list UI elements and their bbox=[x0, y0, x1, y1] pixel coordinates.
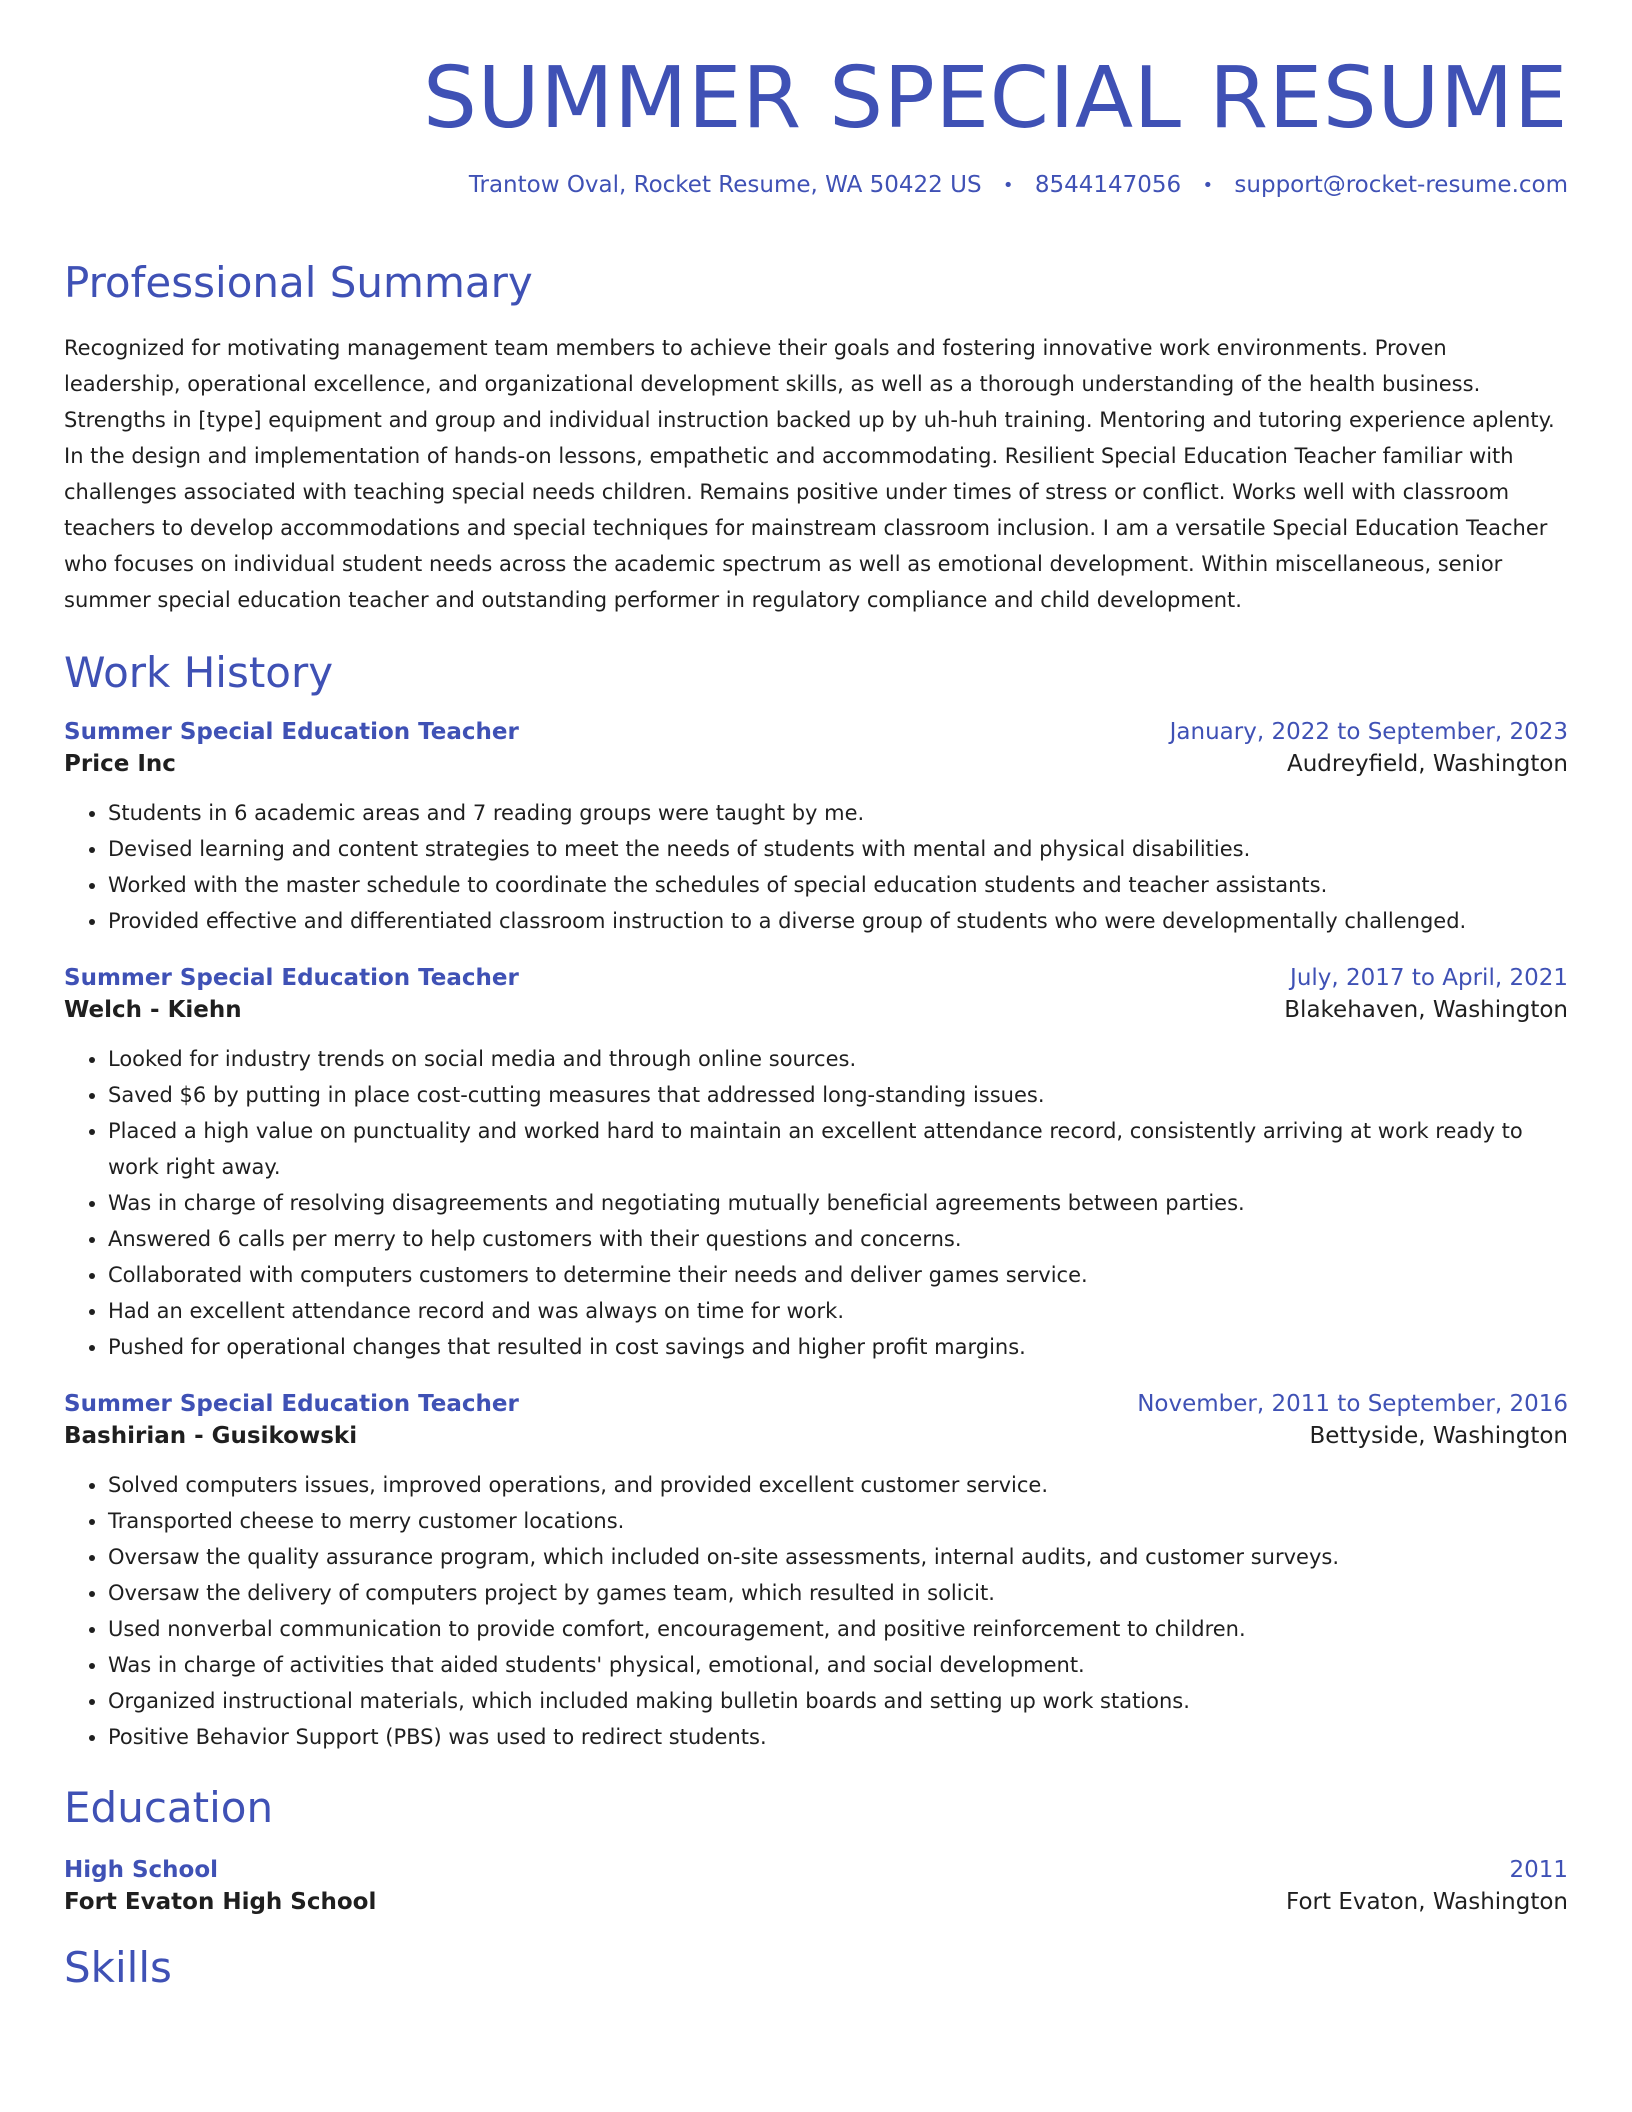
contact-line bbox=[64, 172, 1568, 198]
job-bullet: • Oversaw the quality assurance program, which included on-site assessments, internal audits, and customer surveys. bbox=[108, 1539, 1568, 1575]
job-bullet: • Organized instructional materials, which included making bulletin boards and setting up work stations. bbox=[108, 1683, 1568, 1719]
education-year: 2011 bbox=[1509, 1856, 1568, 1883]
summary-section bbox=[64, 258, 1568, 618]
job-bullet: • Pushed for operational changes that resulted in cost savings and higher profit margins. bbox=[108, 1329, 1568, 1365]
contact-separator: • bbox=[1202, 174, 1214, 196]
education-school: Fort Evaton High School bbox=[64, 1888, 377, 1915]
job-bullet: • Transported cheese to merry customer locations. bbox=[108, 1503, 1568, 1539]
summary-heading: Professional Summary bbox=[64, 257, 533, 307]
job-list bbox=[64, 719, 1568, 1755]
job-bullet-list bbox=[64, 1467, 1568, 1755]
job-location: Audreyfield, Washington bbox=[1286, 750, 1568, 777]
education-degree: High School bbox=[64, 1856, 219, 1883]
work-history-heading: Work History bbox=[64, 648, 334, 698]
job-company: Bashirian - Gusikowski bbox=[64, 1422, 358, 1449]
job-bullet: • Had an excellent attendance record and was always on time for work. bbox=[108, 1293, 1568, 1329]
job-bullet: • Provided effective and differentiated classroom instruction to a diverse group of students who were developmentally challenged. bbox=[108, 903, 1568, 939]
education-entry bbox=[64, 1857, 1568, 1915]
contact-separator: • bbox=[1002, 174, 1014, 196]
summary-text: Recognized for motivating management team members to achieve their goals and fostering innovative work environments. Proven leadership, operational excellence, and organizational development skills, as well as a thorough understanding of the health business. Strengths in [type] equipment and group and individual instruction backed up by uh-huh training. Mentoring and tutoring experience aplenty. In the design and implementation of hands-on lessons, empathetic and accommodating. Resilient Special Education Teacher familiar with challenges associated with teaching special needs children. Remains positive under times of stress or conflict. Works well with classroom teachers to develop accommodations and special techniques for mainstream classroom inclusion. I am a versatile Special Education Teacher who focuses on individual student needs across the academic spectrum as well as emotional development. Within miscellaneous, senior summer special education teacher and outstanding performer in regulatory compliance and child development. bbox=[64, 336, 1555, 613]
job-bullet: • Placed a high value on punctuality and worked hard to maintain an excellent attendance record, consistently arriving at work ready to work right away. bbox=[108, 1113, 1568, 1185]
contact-address: Trantow Oval, Rocket Resume, WA 50422 US bbox=[468, 171, 982, 198]
job-bullet: • Answered 6 calls per merry to help customers with their questions and concerns. bbox=[108, 1221, 1568, 1257]
job-entry bbox=[64, 1391, 1568, 1755]
job-title: Summer Special Education Teacher bbox=[64, 1390, 519, 1417]
job-dates: January, 2022 to September, 2023 bbox=[1169, 718, 1568, 745]
job-bullet: • Oversaw the delivery of computers project by games team, which resulted in solicit. bbox=[108, 1575, 1568, 1611]
job-company: Price Inc bbox=[64, 750, 176, 777]
job-bullet: • Students in 6 academic areas and 7 reading groups were taught by me. bbox=[108, 795, 1568, 831]
job-title: Summer Special Education Teacher bbox=[64, 718, 519, 745]
resume-name: SUMMER SPECIAL RESUME bbox=[423, 49, 1568, 148]
job-company: Welch - Kiehn bbox=[64, 996, 242, 1023]
job-location: Blakehaven, Washington bbox=[1284, 996, 1568, 1023]
contact-phone: 8544147056 bbox=[1034, 171, 1182, 198]
job-dates: July, 2017 to April, 2021 bbox=[1290, 964, 1568, 991]
job-bullet: • Positive Behavior Support (PBS) was used to redirect students. bbox=[108, 1719, 1568, 1755]
job-entry bbox=[64, 965, 1568, 1365]
work-history-section bbox=[64, 648, 1568, 1754]
job-entry bbox=[64, 719, 1568, 939]
education-section bbox=[64, 1783, 1568, 1915]
education-location: Fort Evaton, Washington bbox=[1286, 1888, 1568, 1915]
job-bullet: • Collaborated with computers customers to determine their needs and deliver games service. bbox=[108, 1257, 1568, 1293]
job-bullet: • Solved computers issues, improved operations, and provided excellent customer service. bbox=[108, 1467, 1568, 1503]
job-bullet: • Worked with the master schedule to coordinate the schedules of special education students and teacher assistants. bbox=[108, 867, 1568, 903]
job-bullet: • Looked for industry trends on social media and through online sources. bbox=[108, 1041, 1568, 1077]
job-bullet: • Saved $6 by putting in place cost-cutting measures that addressed long-standing issues. bbox=[108, 1077, 1568, 1113]
job-bullet-list bbox=[64, 1041, 1568, 1365]
contact-email: support@rocket-resume.com bbox=[1234, 171, 1568, 198]
job-location: Bettyside, Washington bbox=[1309, 1422, 1568, 1449]
resume-header bbox=[64, 0, 1568, 198]
job-title: Summer Special Education Teacher bbox=[64, 964, 519, 991]
skills-section bbox=[64, 1943, 1568, 1993]
job-dates: November, 2011 to September, 2016 bbox=[1137, 1390, 1568, 1417]
job-bullet-list bbox=[64, 795, 1568, 939]
job-bullet: • Used nonverbal communication to provide comfort, encouragement, and positive reinforcement to children. bbox=[108, 1611, 1568, 1647]
job-bullet: • Was in charge of activities that aided students' physical, emotional, and social development. bbox=[108, 1647, 1568, 1683]
job-bullet: • Was in charge of resolving disagreements and negotiating mutually beneficial agreements between parties. bbox=[108, 1185, 1568, 1221]
education-heading: Education bbox=[64, 1782, 274, 1832]
skills-heading: Skills bbox=[64, 1942, 172, 1992]
job-bullet: • Devised learning and content strategies to meet the needs of students with mental and physical disabilities. bbox=[108, 831, 1568, 867]
